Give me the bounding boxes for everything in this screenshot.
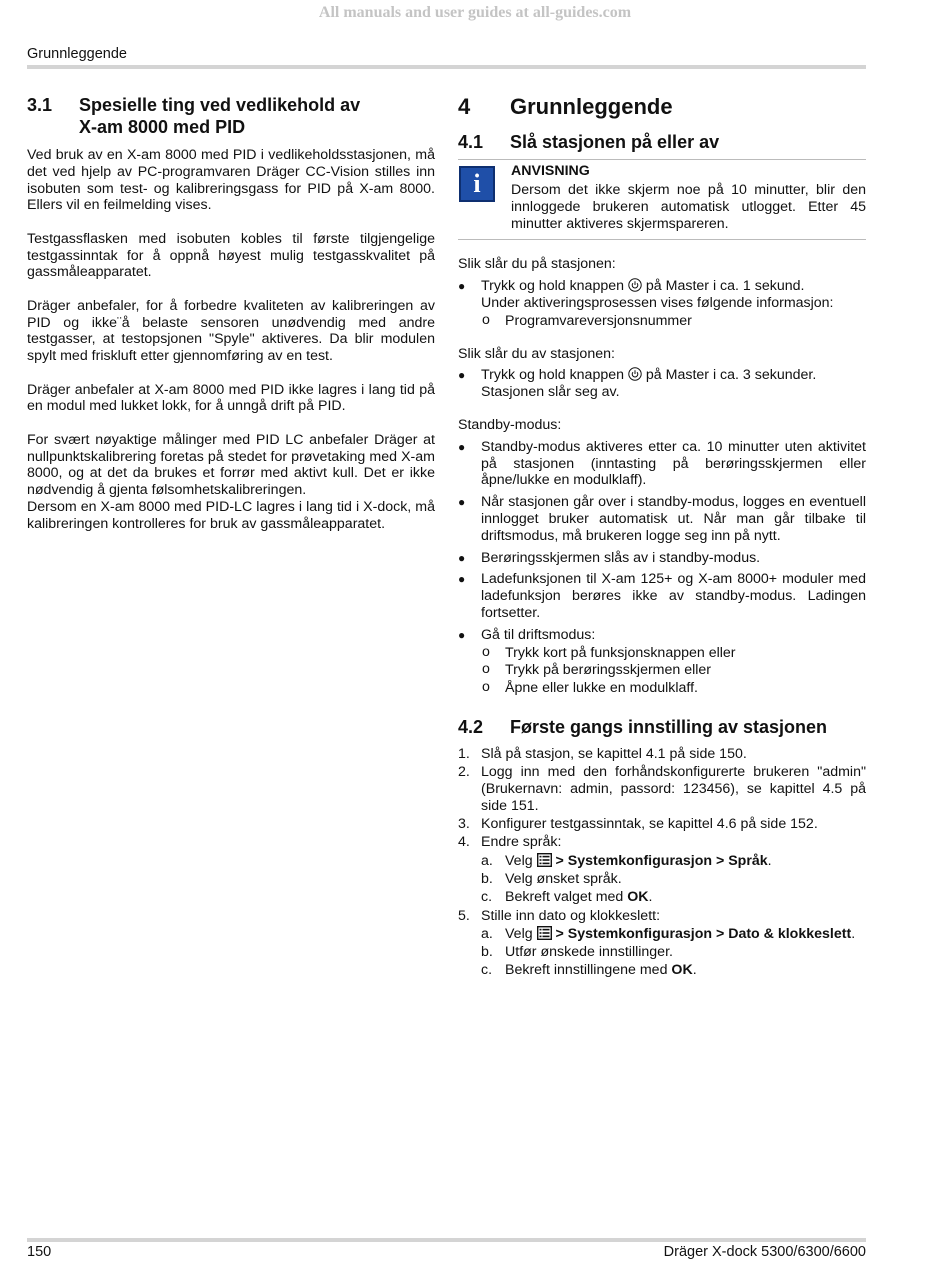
sub-step-text <box>505 853 866 870</box>
sub-step-marker: c. <box>481 962 493 979</box>
paragraph: Ved bruk av en X-am 8000 med PID i vedlikeholdsstasjonen, må det ved hjelp av PC-programvaren Dräger CC-Vision stilles inn isobuten som test- og kalibreringsgass for PID på X-am 8000. Ellers vil en feilmelding vises. <box>27 147 435 214</box>
menu-icon <box>537 926 552 940</box>
sub-list <box>481 645 866 697</box>
sub-step-item <box>481 944 866 961</box>
sub-step-text <box>505 889 866 906</box>
paragraph: Dersom en X-am 8000 med PID-LC lagres i lang tid i X-dock, må kalibreringen kontrolleres for bruk av gassmåleapparatet. <box>27 498 435 532</box>
text-suffix: . <box>767 852 772 869</box>
setup-steps <box>458 746 866 979</box>
list-item: ● Standby-modus aktiveres etter ca. 10 minutter uten aktivitet på stasjonen (inntasting på berøringsskjermen eller åpne/lukke en modulklaff). <box>458 439 866 489</box>
document-title: Dräger X-dock 5300/6300/6600 <box>663 1244 866 1260</box>
sub-list-item: o Programvareversjonsnummer <box>481 313 866 330</box>
step-text: Stille inn dato og klokkeslett: <box>481 907 661 924</box>
right-column <box>458 94 866 981</box>
list-item: ● Ladefunksjonen til X-am 125+ og X-am 8000+ moduler med ladefunksjon berøres ikke av standby-modus. Ladingen fortsetter. <box>458 571 866 621</box>
list-item <box>458 278 866 329</box>
step-marker: 3. <box>458 816 470 833</box>
sub-step-text: Velg ønsket språk. <box>505 871 622 887</box>
text-prefix: Velg <box>505 925 533 942</box>
running-header: Grunnleggende <box>27 46 127 62</box>
text-prefix: Velg <box>505 852 533 869</box>
text-prefix: Bekreft valget med <box>505 889 624 906</box>
sub-step-item <box>481 853 866 870</box>
list-item <box>458 627 866 697</box>
bullet-continuation: Under aktiveringsprosessen vises følgende informasjon: <box>481 294 834 311</box>
step-marker: 4. <box>458 834 470 851</box>
power-icon <box>628 367 642 381</box>
notice-box <box>458 160 866 240</box>
text-prefix: Bekreft innstillingene med <box>505 962 668 979</box>
chapter-number: 4 <box>458 94 471 119</box>
step-text: Slå på stasjon, se kapittel 4.1 på side 150. <box>481 745 747 762</box>
section-number: 4.1 <box>458 132 484 152</box>
sub-step-text <box>505 962 866 979</box>
sub-step-item <box>481 926 866 943</box>
step-item <box>458 816 866 833</box>
bullet-text: på Master i ca. 1 sekund. <box>645 278 805 295</box>
header-rule <box>27 65 866 69</box>
step-text: Endre språk: <box>481 834 562 851</box>
sub-steps <box>481 853 866 906</box>
sub-list-item: o Åpne eller lukke en modulklaff. <box>481 680 866 697</box>
sub-list-item: o Trykk på berøringsskjermen eller <box>481 662 866 679</box>
list-item: ● Berøringsskjermen slås av i standby-modus. <box>458 550 866 567</box>
sub-step-item <box>481 962 866 979</box>
step-marker: 5. <box>458 907 470 924</box>
turn-off-list <box>458 367 866 401</box>
sub-step-marker: a. <box>481 852 493 869</box>
notice-title: ANVISNING <box>511 163 590 179</box>
notice-text: Dersom det ikke skjerm noe på 10 minutter, blir den innloggede brukeren automatisk utlogget. Etter 45 minutter aktiveres skjermspareren. <box>511 182 866 232</box>
chapter-heading <box>458 94 866 120</box>
paragraph: For svært nøyaktige målinger med PID LC anbefaler Dräger at nullpunktskalibrering foretas på stedet for prøvetaking med X-am 8000, og at det da brukes et forrør med aktivt kull. Det er ikke nødvendig å gjenta følsomhetskalibreringen. <box>27 431 435 499</box>
power-icon <box>628 278 642 292</box>
menu-path: > Systemkonfigurasjon > Dato & klokkeslett <box>555 925 852 942</box>
paragraph: Dräger anbefaler, for å forbedre kvaliteten av kalibreringen av PID og ikke¨å belaste sensoren unødvendig med andre testgasser, at testopsjonen "Spyle" aktiveres. Da blir modulen spylt med friskluft etter gjennomføring av en test. <box>27 297 435 365</box>
section-4-2-heading <box>458 717 866 738</box>
section-title: Første gangs innstilling av stasjonen <box>510 716 828 737</box>
page-number: 150 <box>27 1244 52 1260</box>
watermark: All manuals and user guides at all-guides.com <box>318 4 632 21</box>
sub-step-text: Utfør ønskede innstillinger. <box>505 944 673 961</box>
text-suffix: . <box>648 889 653 906</box>
sub-step-item <box>481 889 866 906</box>
sub-step-marker: b. <box>481 871 493 887</box>
ok-label: OK <box>671 962 693 979</box>
bullet-text: Trykk og hold knappen <box>481 367 625 384</box>
step-item <box>458 746 866 763</box>
sub-step-marker: c. <box>481 889 493 906</box>
text-suffix: . <box>851 925 856 942</box>
step-marker: 1. <box>458 745 470 762</box>
sub-step-marker: a. <box>481 925 493 942</box>
step-item <box>458 908 866 980</box>
step-body <box>481 834 866 906</box>
bullet-text: Gå til driftsmodus: <box>481 626 596 643</box>
sub-step-text <box>505 926 866 943</box>
step-item <box>458 834 866 906</box>
step-marker: 2. <box>458 764 470 781</box>
turn-on-list <box>458 278 866 329</box>
bullet-continuation: Stasjonen slår seg av. <box>481 384 620 401</box>
section-title: Slå stasjonen på eller av <box>510 132 720 152</box>
text-suffix: . <box>692 962 697 979</box>
chapter-title: Grunnleggende <box>510 94 673 119</box>
section-3-1-heading <box>27 94 435 138</box>
section-title-line2: X-am 8000 med PID <box>79 117 246 137</box>
list-item: ● Når stasjonen går over i standby-modus, logges en eventuell innlogget bruker automatisk ut. Når man går tilbake til driftsmodus, må brukeren logge seg inn på nytt. <box>458 494 866 544</box>
sub-steps <box>481 926 866 979</box>
menu-path: > Systemkonfigurasjon > Språk <box>555 852 768 869</box>
paragraph: Dräger anbefaler at X-am 8000 med PID ikke lagres i lang tid på en modul med lukket lokk, for å unngå drift på PID. <box>27 381 435 415</box>
step-text: Logg inn med den forhåndskonfigurerte brukeren "admin" (Brukernavn: admin, passord: 123456), se kapittel 4.5 på side 151. <box>481 764 866 814</box>
step-text: Konfigurer testgassinntak, se kapittel 4.6 på side 152. <box>481 816 818 833</box>
left-column <box>27 94 435 533</box>
section-number: 3.1 <box>27 95 53 115</box>
footer-rule <box>27 1238 866 1242</box>
turn-off-lead: Slik slår du av stasjonen: <box>458 345 615 362</box>
sub-list <box>481 313 866 330</box>
turn-on-lead: Slik slår du på stasjonen: <box>458 256 616 273</box>
step-body <box>481 908 866 980</box>
standby-list <box>458 439 866 697</box>
section-4-1-heading <box>458 132 866 160</box>
menu-icon <box>537 853 552 867</box>
info-icon: i <box>459 166 495 202</box>
sub-list-item: o Trykk kort på funksjonsknappen eller <box>481 645 866 662</box>
list-item <box>458 367 866 401</box>
sub-step-item <box>481 871 866 888</box>
bullet-text: på Master i ca. 3 sekunder. <box>645 367 817 384</box>
paragraph: Testgassflasken med isobuten kobles til første tilgjengelige testgassinntak for å oppnå høyest mulig testgasskvalitet på gassmåleapparatet. <box>27 230 435 281</box>
section-number: 4.2 <box>458 716 484 737</box>
step-item <box>458 764 866 814</box>
sub-step-marker: b. <box>481 944 493 961</box>
ok-label: OK <box>627 889 649 906</box>
bullet-text: Trykk og hold knappen <box>481 278 625 295</box>
standby-lead: Standby-modus: <box>458 416 562 433</box>
section-title-line1: Spesielle ting ved vedlikehold av <box>79 95 361 115</box>
section-title <box>79 94 360 138</box>
